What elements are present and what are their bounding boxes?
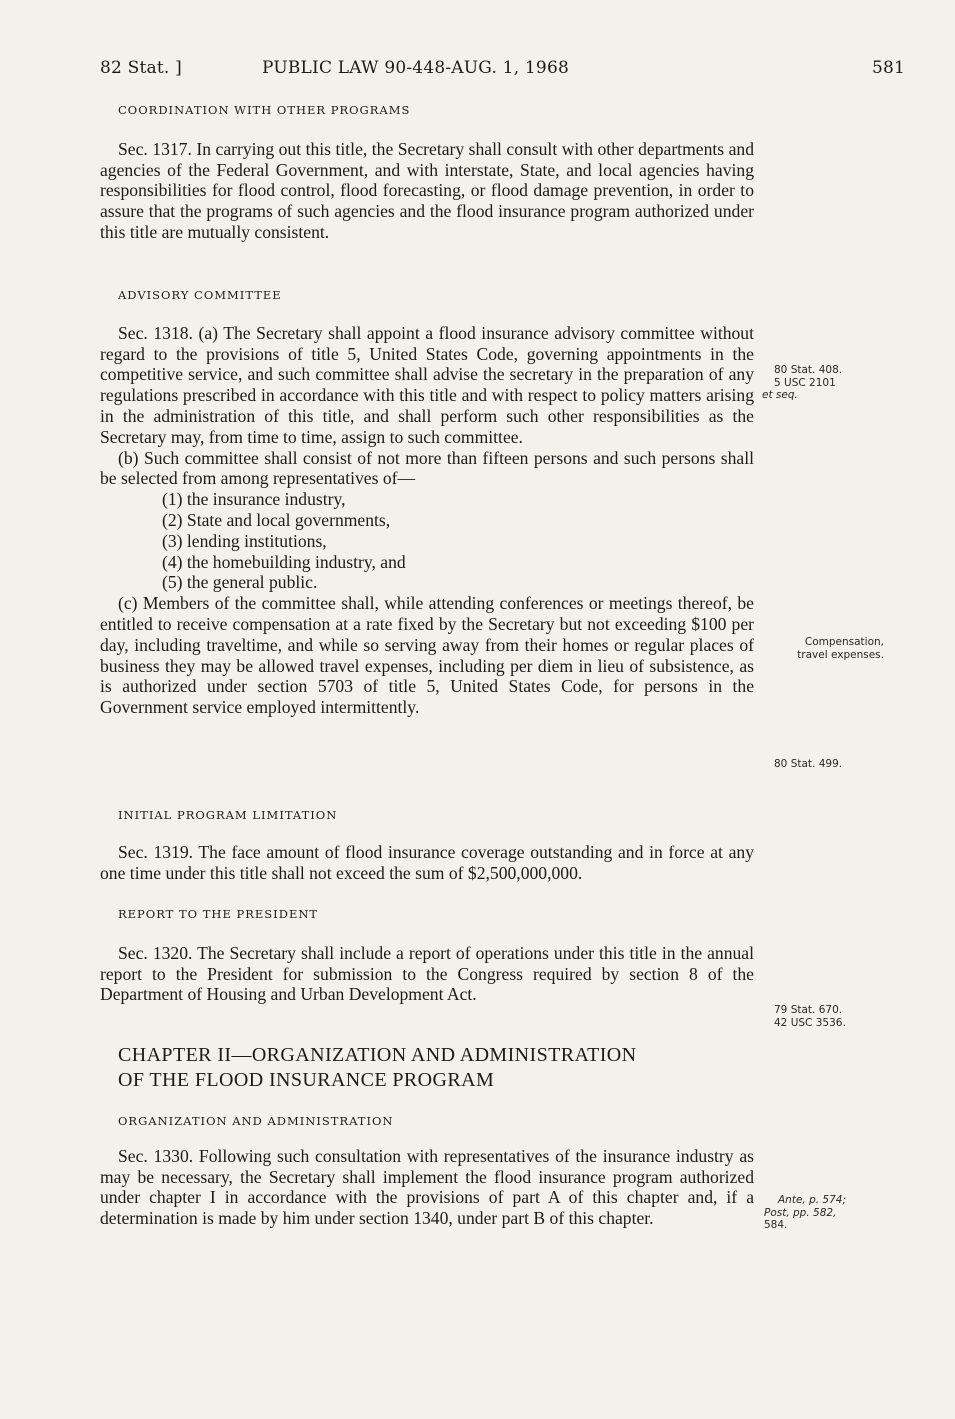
citation: Ante, p. 574; xyxy=(778,1194,847,1206)
section-text: Sec. 1320. The Secretary shall include a report of operations under this title in the annual report to the President for submission to the Congress required by section 8 of the Department of Housing and Urban Development Act. xyxy=(100,942,754,1005)
list-item: (2) State and local governments, xyxy=(162,509,391,530)
citation: 80 Stat. 408. xyxy=(774,364,843,376)
section-1318 xyxy=(100,285,754,718)
section-text: Sec. 1319. The face amount of flood insurance coverage outstanding and in force at any one time under this title shall not exceed the sum of $2,500,000,000. xyxy=(100,841,754,883)
section-text: Sec. 1330. Following such consultation with representatives of the insurance industry as may be necessary, the Secretary shall implement the flood insurance program authorized under chapter I in accordance with the provisions of part A of this chapter and, if a determination is made by him under section 1340, under part B of this chapter. xyxy=(100,1145,754,1229)
citation: Post, pp. 582, xyxy=(764,1206,837,1219)
section-heading: ORGANIZATION AND ADMINISTRATION xyxy=(118,1114,394,1128)
section-heading: ADVISORY COMMITTEE xyxy=(118,288,282,302)
section-text: Sec. 1317. In carrying out this title, the Secretary shall consult with other departments and agencies of the Federal Government, and with interstate, State, and local agencies having responsibilities for flood control, flood forecasting, or flood damage prevention, in order to assure that the programs of such agencies and the flood insurance program authorized under this title are mutually consistent. xyxy=(100,138,754,242)
section-heading: COORDINATION WITH OTHER PROGRAMS xyxy=(118,103,411,117)
section-heading: INITIAL PROGRAM LIMITATION xyxy=(118,808,338,822)
representatives-list xyxy=(100,489,754,593)
page-number: 581 xyxy=(872,58,906,78)
margin-note-compensation xyxy=(764,636,884,661)
list-item: (4) the homebuilding industry, and xyxy=(162,551,406,572)
citation: et seq. xyxy=(762,389,798,401)
list-item: (5) the general public. xyxy=(162,572,318,593)
side-note: travel expenses. xyxy=(797,648,884,661)
header-title: PUBLIC LAW 90-448-AUG. 1, 1968 xyxy=(262,58,569,78)
paragraph-c: (c) Members of the committee shall, while attending conferences or meetings thereof, be entitled to receive compensation at a rate fixed by the Secretary but not exceeding $100 per day, including traveltime, and while so serving away from their homes or regular places of business they may be allowed travel expenses, including per diem in lieu of subsistence, as is authorized under section 5703 of title 5, United States Code, for persons in the Government service employed intermittently. xyxy=(100,593,754,718)
paragraph-a: Sec. 1318. (a) The Secretary shall appoint a flood insurance advisory committee without regard to the provisions of title 5, United States Code, governing appointments in the competitive service, and such committee shall advise the secretary in the preparation of any regulations prescribed in accordance with this title and with respect to policy matters arising in the administration of this title, and shall perform such other responsibilities as the Secretary may, from time to time, assign to such committee. xyxy=(100,322,754,447)
chapter-title-line-2: OF THE FLOOD INSURANCE PROGRAM xyxy=(118,1069,495,1091)
side-note: Compensation, xyxy=(804,636,884,648)
paragraph-b: (b) Such committee shall consist of not more than fifteen persons and such persons shall be selected from among representatives of— xyxy=(100,447,754,489)
section-1317 xyxy=(100,100,754,243)
citation: 584. xyxy=(764,1219,788,1231)
section-1320 xyxy=(100,904,754,1005)
list-item: (3) lending institutions, xyxy=(162,530,327,551)
section-1319 xyxy=(100,805,754,883)
margin-note-79-stat-670 xyxy=(774,1004,846,1029)
header-stat-reference: 82 Stat. ] xyxy=(100,58,182,78)
chapter-title-line-1: CHAPTER II—ORGANIZATION AND ADMINISTRATION xyxy=(118,1044,637,1066)
margin-note-80-stat-499: 80 Stat. 499. xyxy=(774,758,843,770)
margin-note-80-stat-408 xyxy=(762,364,843,402)
citation: 5 USC 2101 xyxy=(774,376,836,389)
list-item: (1) the insurance industry, xyxy=(162,489,346,510)
chapter-2 xyxy=(100,1043,754,1229)
section-heading: REPORT TO THE PRESIDENT xyxy=(118,907,319,921)
citation: 79 Stat. 670. xyxy=(774,1004,843,1016)
margin-note-ante-post xyxy=(764,1194,846,1232)
citation: 42 USC 3536. xyxy=(774,1016,846,1029)
